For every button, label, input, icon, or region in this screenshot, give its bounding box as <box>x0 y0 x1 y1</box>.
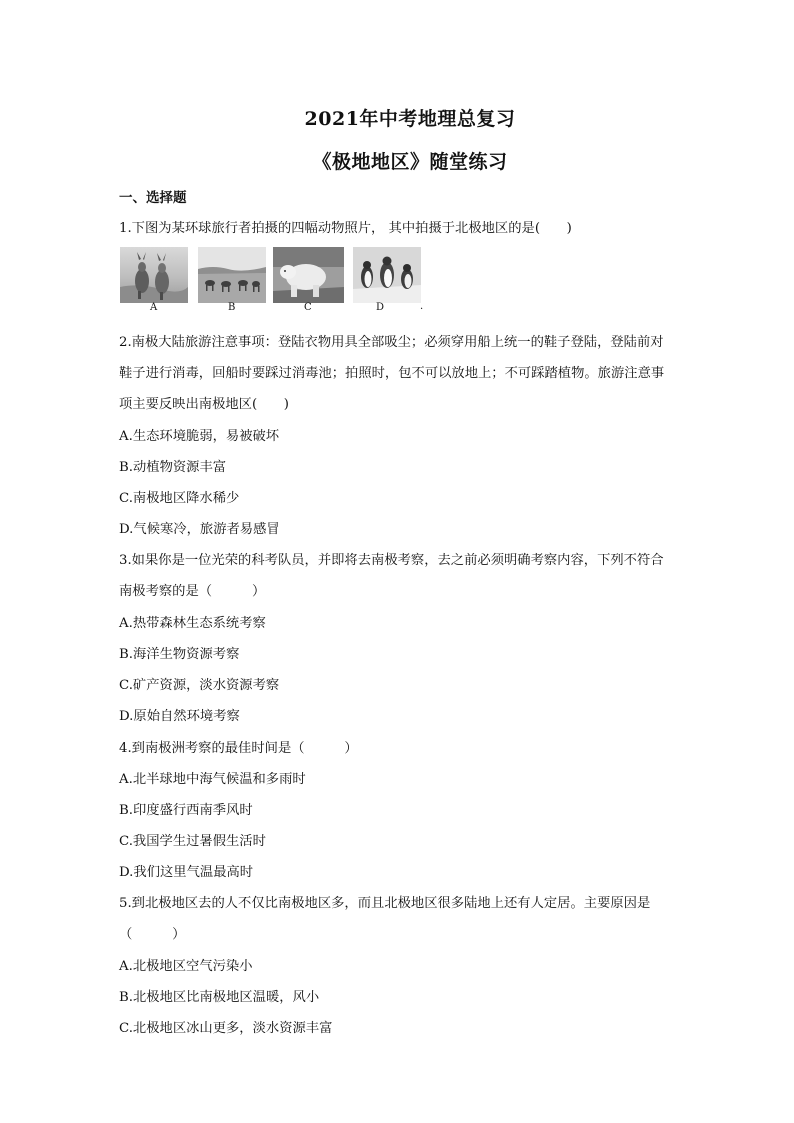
question-4-line-1: 4.到南极洲考察的最佳时间是（ ） <box>119 741 358 756</box>
question-5-option-c: C.北极地区冰山更多，淡水资源丰富 <box>119 1021 333 1036</box>
polar-bear-photo <box>273 247 344 303</box>
question-4-option-d: D.我们这里气温最高时 <box>119 865 254 880</box>
question-2-option-c: C.南极地区降水稀少 <box>119 491 240 506</box>
question-4-option-c: C.我国学生过暑假生活时 <box>119 834 266 849</box>
question-2-line-3: 项主要反映出南极地区( ) <box>119 397 289 412</box>
question-5-line-1: 5.到北极地区去的人不仅比南极地区多，而且北极地区很多陆地上还有人定居。主要原因是 <box>119 896 651 911</box>
question-3-line-2: 南极考察的是（ ） <box>119 584 266 599</box>
question-2-option-b: B.动植物资源丰富 <box>119 460 227 475</box>
question-2-line-1: 2.南极大陆旅游注意事项：登陆衣物用具全部吸尘；必须穿用船上统一的鞋子登陆，登陆前对 <box>119 335 664 350</box>
photo-trailing-mark: . <box>420 301 424 312</box>
question-2-option-d: D.气候寒冷，旅游者易感冒 <box>119 522 280 537</box>
question-5-option-b: B.北极地区比南极地区温暖，风小 <box>119 990 320 1005</box>
question-3-line-1: 3.如果你是一位光荣的科考队员，并即将去南极考察，去之前必须明确考察内容，下列不符合 <box>119 553 664 568</box>
photo-label-c: C <box>304 302 312 313</box>
photo-label-d: D <box>376 302 385 313</box>
question-4-option-a: A.北半球地中海气候温和多雨时 <box>119 772 306 787</box>
photo-label-b: B <box>228 302 236 313</box>
question-2-line-2: 鞋子进行消毒，回船时要踩过消毒池；拍照时，包不可以放地上；不可踩踏植物。旅游注意事 <box>119 366 665 381</box>
question-3-option-a: A.热带森林生态系统考察 <box>119 616 266 631</box>
photo-label-a: A <box>150 302 158 313</box>
question-3-option-d: D.原始自然环境考察 <box>119 709 240 724</box>
question-3-option-b: B.海洋生物资源考察 <box>119 647 240 662</box>
question-4-option-b: B.印度盛行西南季风时 <box>119 803 253 818</box>
section-heading: 一、选择题 <box>119 190 187 206</box>
worksheet-title: 2021年中考地理总复习 <box>304 108 516 130</box>
kangaroos-photo <box>120 247 188 303</box>
antelopes-photo <box>198 247 266 303</box>
worksheet-subtitle: 《极地地区》随堂练习 <box>312 151 508 173</box>
penguins-photo <box>353 247 421 303</box>
question-5-line-2: （ ） <box>119 927 186 942</box>
question-5-option-a: A.北极地区空气污染小 <box>119 959 253 974</box>
question-2-option-a: A.生态环境脆弱，易被破坏 <box>119 429 280 444</box>
question-1-text: 1.下图为某环球旅行者拍摄的四幅动物照片， 其中拍摄于北极地区的是( ) <box>119 221 572 236</box>
question-3-option-c: C.矿产资源，淡水资源考察 <box>119 678 280 693</box>
